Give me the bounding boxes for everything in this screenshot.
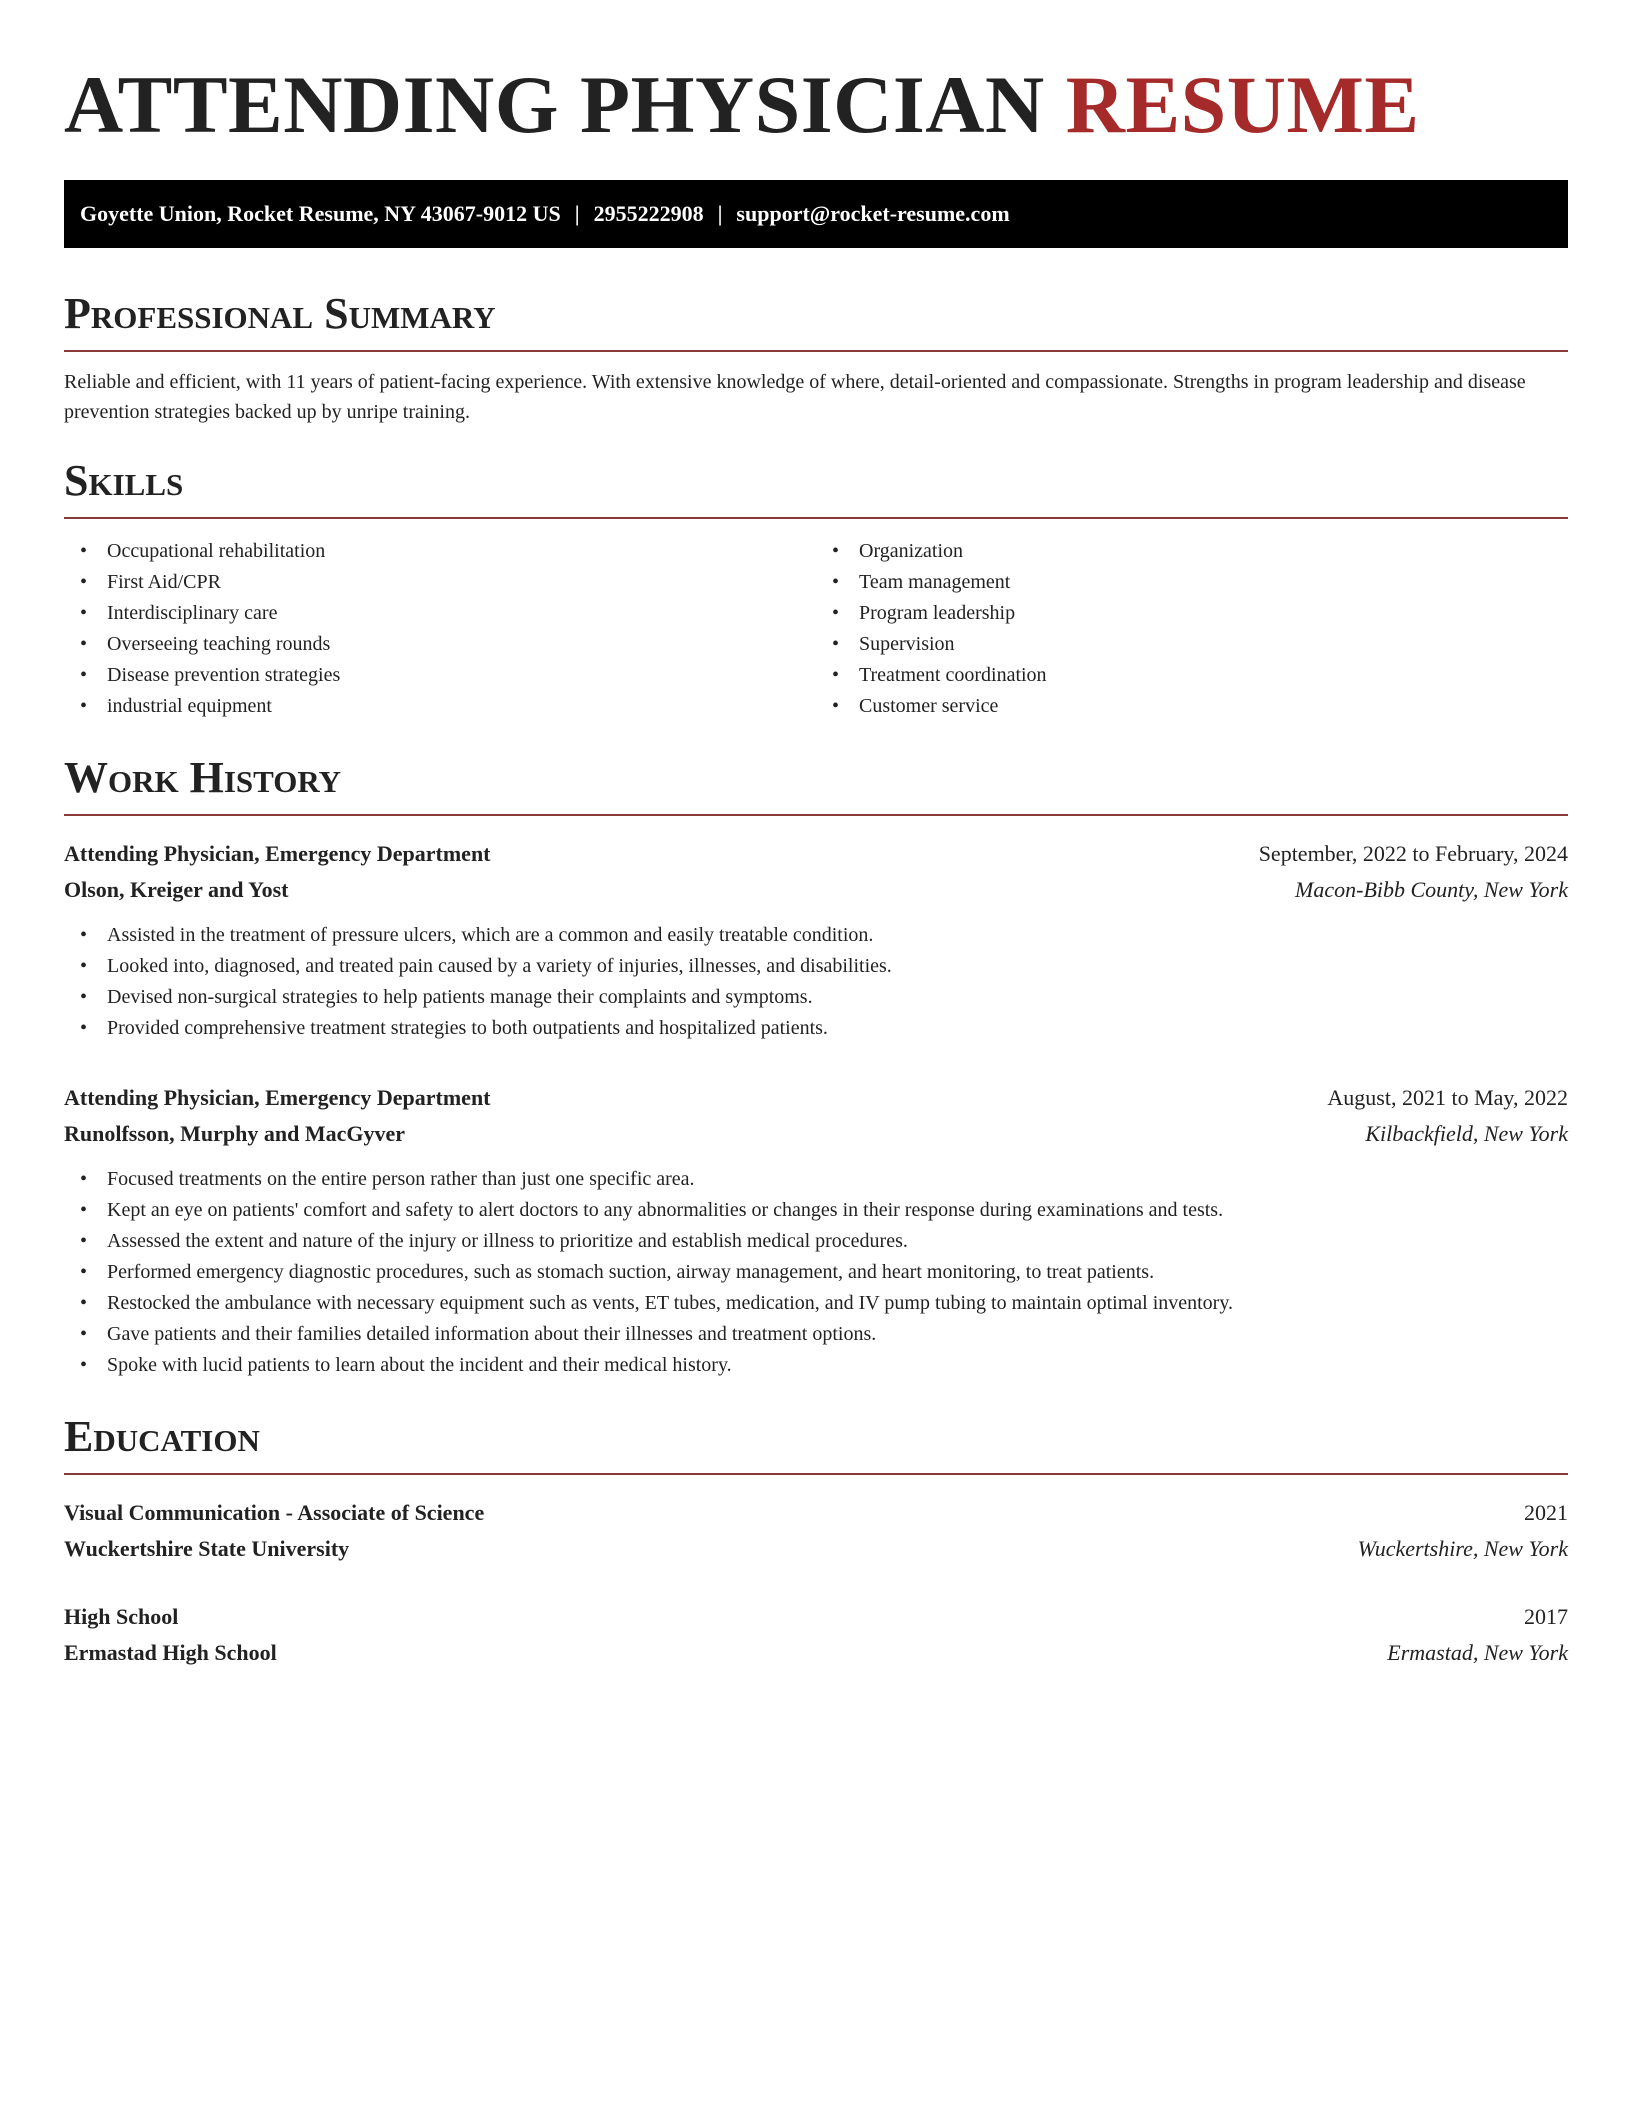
summary-text: Reliable and efficient, with 11 years of patient-facing experience. With extensive knowledge of where, detail-oriented and compassionate. Strengths in program leadership and disease prevention strategies backed up by unripe training. [64, 371, 1526, 423]
job-duty: • Spoke with lucid patients to learn about the incident and their medical history. [107, 1350, 1568, 1381]
education-school-row [64, 1531, 1568, 1567]
job-duty: • Assisted in the treatment of pressure ulcers, which are a common and easily treatable condition. [107, 920, 1568, 951]
job-company-row [64, 1116, 1568, 1152]
job-company: Runolfsson, Murphy and MacGyver [64, 1121, 406, 1146]
job-duty: • Focused treatments on the entire person rather than just one specific area. [107, 1164, 1568, 1195]
contact-phone: 2955222908 [593, 201, 704, 226]
job-duty: • Looked into, diagnosed, and treated pain caused by a variety of injuries, illnesses, and disabilities. [107, 951, 1568, 982]
education-school: Wuckertshire State University [64, 1536, 350, 1561]
contact-separator: | [717, 201, 723, 226]
work-history-section [64, 752, 1568, 1381]
education-school-row [64, 1635, 1568, 1671]
education-entry [64, 1495, 1568, 1567]
education-degree: High School [64, 1604, 179, 1629]
education-degree: Visual Communication - Associate of Science [64, 1500, 485, 1525]
section-divider [64, 814, 1568, 816]
skill-item: • Interdisciplinary care [107, 598, 816, 629]
skill-item: • Organization [859, 536, 1568, 567]
skill-item: • Treatment coordination [859, 660, 1568, 691]
job-duties-list [64, 1164, 1568, 1381]
skill-item: • industrial equipment [107, 691, 816, 722]
skill-item: • Team management [859, 567, 1568, 598]
job-title: Attending Physician, Emergency Department [64, 841, 491, 866]
job-header-row [64, 836, 1568, 872]
work-history-heading: Work History [64, 753, 342, 802]
job-duty: • Performed emergency diagnostic procedures, such as stomach suction, airway management, and heart monitoring, to treat patients. [107, 1257, 1568, 1288]
skills-section [64, 455, 1568, 722]
education-school: Ermastad High School [64, 1640, 277, 1665]
skills-grid [64, 536, 1568, 722]
job-duty: • Restocked the ambulance with necessary equipment such as vents, ET tubes, medication, and IV pump tubing to maintain optimal inventory. [107, 1288, 1568, 1319]
job-dates: August, 2021 to May, 2022 [1327, 1085, 1568, 1110]
resume-title [64, 50, 1568, 160]
section-divider [64, 1473, 1568, 1475]
summary-heading: Professional Summary [64, 289, 496, 338]
skill-item: • Overseeing teaching rounds [107, 629, 816, 660]
skill-item: • Customer service [859, 691, 1568, 722]
job-duty: • Provided comprehensive treatment strategies to both outpatients and hospitalized patients. [107, 1013, 1568, 1044]
skill-item: • First Aid/CPR [107, 567, 816, 598]
skill-item: • Occupational rehabilitation [107, 536, 816, 567]
contact-address: Goyette Union, Rocket Resume, NY 43067-9012 US [80, 201, 561, 226]
skill-item: • Supervision [859, 629, 1568, 660]
job-dates: September, 2022 to February, 2024 [1258, 841, 1568, 866]
job-duty: • Assessed the extent and nature of the injury or illness to prioritize and establish medical procedures. [107, 1226, 1568, 1257]
job-duty: • Gave patients and their families detailed information about their illnesses and treatment options. [107, 1319, 1568, 1350]
job-title: Attending Physician, Emergency Department [64, 1085, 491, 1110]
section-divider [64, 350, 1568, 352]
job-location: Kilbackfield, New York [1365, 1121, 1568, 1146]
skills-list-right [816, 536, 1568, 722]
job-company: Olson, Kreiger and Yost [64, 877, 289, 902]
education-section [64, 1411, 1568, 1671]
contact-separator: | [574, 201, 580, 226]
job-duty: • Kept an eye on patients' comfort and safety to alert doctors to any abnormalities or changes in their response during examinations and tests. [107, 1195, 1568, 1226]
title-main: ATTENDING PHYSICIAN [64, 59, 1045, 150]
education-degree-row [64, 1599, 1568, 1635]
education-location: Ermastad, New York [1387, 1640, 1568, 1665]
summary-section [64, 288, 1568, 427]
skill-item: • Disease prevention strategies [107, 660, 816, 691]
job-entry [64, 1080, 1568, 1381]
job-location: Macon-Bibb County, New York [1295, 877, 1568, 902]
job-duty: • Devised non-surgical strategies to help patients manage their complaints and symptoms. [107, 982, 1568, 1013]
job-entry [64, 836, 1568, 1044]
education-heading: Education [64, 1412, 260, 1461]
contact-bar [64, 180, 1568, 248]
job-duties-list [64, 920, 1568, 1044]
job-company-row [64, 872, 1568, 908]
education-entry [64, 1599, 1568, 1671]
section-divider [64, 517, 1568, 519]
skills-list-left [64, 536, 816, 722]
education-degree-row [64, 1495, 1568, 1531]
skills-heading: Skills [64, 456, 184, 505]
contact-email: support@rocket-resume.com [736, 201, 1010, 226]
education-location: Wuckertshire, New York [1357, 1536, 1568, 1561]
education-year: 2021 [1524, 1500, 1568, 1525]
job-header-row [64, 1080, 1568, 1116]
skill-item: • Program leadership [859, 598, 1568, 629]
title-accent: RESUME [1065, 59, 1420, 150]
education-year: 2017 [1524, 1604, 1568, 1629]
